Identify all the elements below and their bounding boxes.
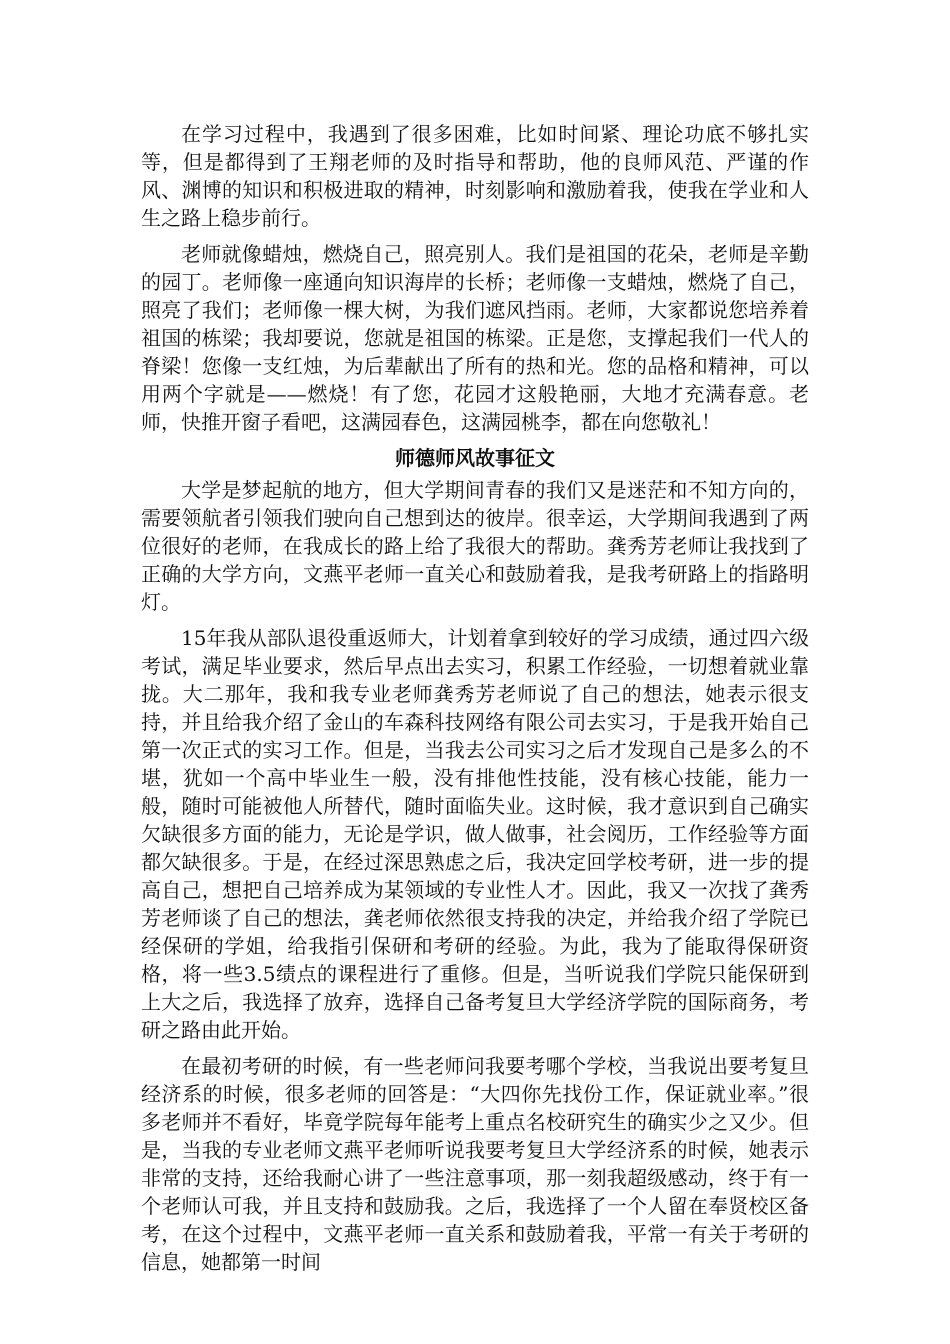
paragraph: 在最初考研的时候，有一些老师问我要考哪个学校，当我说出要考复旦经济系的时候，很多老师的回答是：“大四你先找份工作，保证就业率。”很多老师并不看好，毕竟学院每年能考上重点名校研究生的确实少之又少。但是，当我的专业老师文燕平老师听说我要考复旦大学经济系的时候，她表示非常的支持，还给我耐心讲了一些注意事项，那一刻我超级感动，终于有一个老师认可我，并且支持和鼓励我。之后，我选择了一个人留在奉贤校区备考，在这个过程中，文燕平老师一直关系和鼓励着我，平常一有关于考研的信息，她都第一时间: [141, 1054, 809, 1274]
document-body: [141, 120, 809, 1284]
paragraph: 大学是梦起航的地方，但大学期间青春的我们又是迷茫和不知方向的，需要领航者引领我们驶向自己想到达的彼岸。很幸运，大学期间我遇到了两位很好的老师，在我成长的路上给了我很大的帮助。龚秀芳老师让我找到了正确的大学方向，文燕平老师一直关心和鼓励着我，是我考研路上的指路明灯。: [141, 478, 809, 614]
paragraph: 15年我从部队退役重返师大，计划着拿到较好的学习成绩，通过四六级考试，满足毕业要求，然后早点出去实习，积累工作经验，一切想着就业靠拢。大二那年，我和我专业老师龚秀芳老师说了自己的想法，她表示很支持，并且给我介绍了金山的车森科技网络有限公司去实习，于是我开始自己第一次正式的实习工作。但是，当我去公司实习之后才发现自己是多么的不堪，犹如一个高中毕业生一般，没有排他性技能，没有核心技能，能力一般，随时可能被他人所替代，随时面临失业。这时候，我才意识到自己确实欠缺很多方面的能力，无论是学识，做人做事，社会阅历，工作经验等方面都欠缺很多。于是，在经过深思熟虑之后，我决定回学校考研，进一步的提高自己，想把自己培养成为某领域的专业性人才。因此，我又一次找了龚秀芳老师谈了自己的想法，龚老师依然很支持我的决定，并给我介绍了学院已经保研的学姐，给我指引保研和考研的经验。为此，我为了能取得保研资格，将一些3.5绩点的课程进行了重修。但是，当听说我们学院只能保研到上大之后，我选择了放弃，选择自己备考复旦大学经济学院的国际商务，考研之路由此开始。: [141, 626, 809, 1042]
paragraph: 在学习过程中，我遇到了很多困难，比如时间紧、理论功底不够扎实等，但是都得到了王翔老师的及时指导和帮助，他的良师风范、严谨的作风、渊博的知识和积极进取的精神，时刻影响和激励着我，使我在学业和人生之路上稳步前行。: [141, 122, 809, 230]
paragraph: 老师就像蜡烛，燃烧自己，照亮别人。我们是祖国的花朵，老师是辛勤的园丁。老师像一座通向知识海岸的长桥；老师像一支蜡烛，燃烧了自己，照亮了我们；老师像一棵大树，为我们遮风挡雨。老师，大家都说您培养着祖国的栋梁；我却要说，您就是祖国的栋梁。正是您，支撑起我们一代人的脊梁！您像一支红烛，为后辈献出了所有的热和光。您的品格和精神，可以用两个字就是——燃烧！有了您，花园才这般艳丽，大地才充满春意。老师，快推开窗子看吧，这满园春色，这满园桃李，都在向您敬礼！: [141, 242, 809, 434]
section-heading: 师德师风故事征文: [395, 446, 555, 470]
